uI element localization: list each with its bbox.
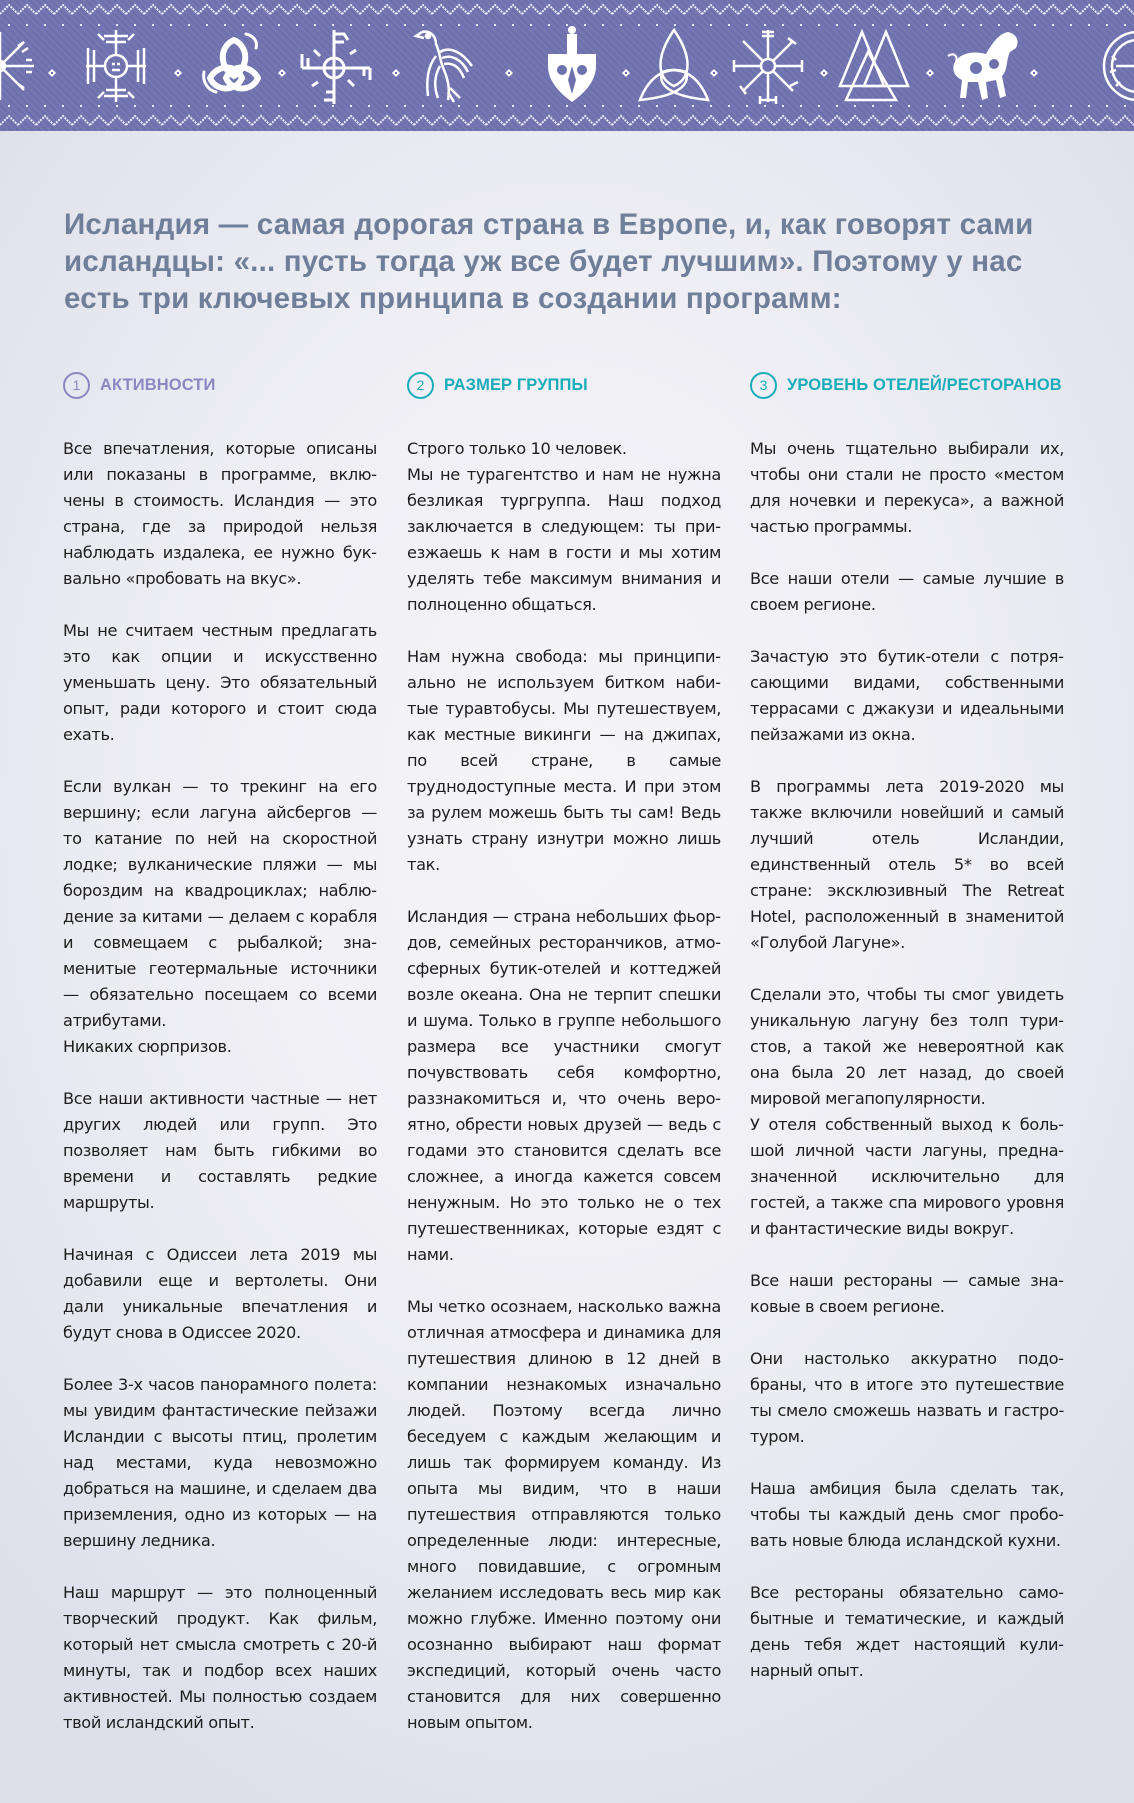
triquetra-icon [636,26,712,106]
diamond-separator-icon [278,62,286,70]
paragraph: Мы четко осознаем, насколько важна отличная атмосфера и динамика для путешествия длиною в 12 дней в компании незнакомых изначально людей. Поэтому всегда лично беседуем с каждым желающим и лишь так формируем команду. Из опыта мы видим, что в наши путешествия отправляются только определенные люди: интересные, много повидавшие, с огромным желанием исследовать весь мир как можно глубже. Именно поэтому они осознанно выбирают наш формат экспедиций, который очень часто становится для них совершенно новым опытом. [407,1297,721,1732]
column-header [407,370,721,400]
runic-circle-partial-icon [1100,26,1134,106]
diamond-separator-icon [820,62,828,70]
paragraph: Строго только 10 человек. [407,439,627,458]
paragraph: У отеля собственный выход к большой личной части лагуны, предназначенной исключительно для гостей, а также спа мирового уровня и фантастические виды вокруг. [750,1115,1064,1238]
paragraph: Мы не турагентство и нам не нужна безликая тургруппа. Наш подход заключается в следующем: ты приезжаешь к нам в гости и мы хотим уделять тебе максимум внимания и полноценно общаться. [407,465,721,614]
number-circle-icon: 3 [750,372,777,399]
column-header [750,370,1064,400]
vegvisir-compass-icon [730,26,806,106]
paragraph: Более 3-х часов панорамного полета: мы увидим фантастические пейзажи Исландии с высоты птиц, пролетим над местами, куда невозможно добраться на машине, и сделаем два приземления, одно из которых — на вершину ледника. [63,1375,377,1550]
paragraph: Если вулкан — то трекинг на его вершину; если лагуна айсбергов — то катание по ней на скоростной лодке; вулканические пляжи — мы бороздим на квадроциклах; наблюдение за китами — делаем с корабля и совмещаем с рыбалкой; знаменитые геотермальные источники — обязательно посещаем со всеми атрибутами. [63,777,377,1030]
paragraph: Все рестораны обязательно самобытные и тематические, и каждый день тебя ждет настоящий кулинарный опыт. [750,1583,1064,1680]
paragraph: Зачастую это бутик-отели с потрясающими видами, собственными террасами с джакузи и идеальными пейзажами из окна. [750,647,1064,744]
diamond-separator-icon [1030,62,1038,70]
number-circle-icon: 2 [407,372,434,399]
paragraph: Наша амбиция была сделать так, чтобы ты каждый день смог пробовать новые блюда исландской кухни. [750,1479,1064,1550]
paragraph: Они настолько аккуратно подобраны, что в итоге это путешествие ты смело сможешь назвать и гастро-туром. [750,1349,1064,1446]
vegvisir-partial-icon [0,26,38,106]
triple-horn-of-odin-icon [196,26,272,106]
principle-column-activities [63,370,377,1762]
principle-column-group-size [407,370,721,1762]
page-headline: Исландия — самая дорогая страна в Европе, и, как говорят сами исландцы: «... пусть тогда уж все будет лучшим». Поэтому у нас есть три ключевых принципа в создании программ: [64,208,1034,315]
mjolnir-hammer-icon [534,26,610,106]
runic-cross-icon [298,26,374,106]
column-title: АКТИВНОСТИ [100,375,216,394]
paragraph: Сделали это, чтобы ты смог увидеть уникальную лагуну без толп туристов, а такой же невероятной как она была 20 лет назад, до своей мировой мегапопулярности. [750,985,1064,1108]
dotted-row-bottom [0,103,1134,109]
principle-column-hotels-restaurants [750,370,1064,1710]
raven-icon [406,26,482,106]
diamond-separator-icon [174,62,182,70]
paragraph: Никаких сюрпризов. [63,1037,232,1056]
decorative-banner [0,0,1134,131]
diamond-separator-icon [926,62,934,70]
paragraph: Все наши активности частные — нет других людей или групп. Это позволяет нам быть гибкими во времени и составлять редкие маршруты. [63,1089,377,1212]
paragraph: Мы очень тщательно выбирали их, чтобы они стали не просто «местом для ночевки и перекуса», а важной частью программы. [750,439,1064,536]
paragraph: Мы не считаем честным предлагать это как опции и искусственно уменьшать цену. Это обязательный опыт, ради которого и стоит сюда ехать. [63,621,377,744]
diamond-separator-icon [392,62,400,70]
paragraph: Нам нужна свобода: мы принципиально не используем битком набитые туравтобусы. Мы путешествуем, как местные викинги — на джипах, по всей стране, в самые труднодоступные места. И при этом за рулем можешь быть ты сам! Ведь узнать страну изнутри можно лишь так. [407,647,721,874]
diamond-separator-icon [48,62,56,70]
column-title: РАЗМЕР ГРУППЫ [444,375,588,394]
paragraph: Все наши отели — самые лучшие в своем регионе. [750,569,1064,614]
number-circle-icon: 1 [63,372,90,399]
paragraph: Наш маршрут — это полноценный творческий продукт. Как фильм, который нет смысла смотреть с 20-й минуты, так и подбор всех наших активностей. Мы полностью создаем твой исландский опыт. [63,1583,377,1732]
zigzag-border-top [0,2,1134,18]
paragraph: Исландия — страна небольших фьордов, семейных ресторанчиков, атмосферных бутик-отелей и коттеджей возле океана. Она не терпит спешки и шума. Только в группе небольшого размера все участники смогут почувствовать себя комфортно, раззнакомиться и, что очень вероятно, обрести новых друзей — ведь с годами это становится сделать все сложнее, а иногда кажется совсем ненужным. Но это только не о тех путешественниках, которые ездят с нами. [407,907,721,1264]
diamond-separator-icon [710,62,718,70]
slavic-sun-rune-icon [78,26,154,106]
diamond-separator-icon [622,62,630,70]
sleipnir-horse-icon [946,26,1022,106]
zigzag-border-bottom [0,113,1134,129]
paragraph: Все наши рестораны — самые знаковые в своем регионе. [750,1271,1064,1316]
column-title: УРОВЕНЬ ОТЕЛЕЙ/РЕСТОРАНОВ [787,375,1062,394]
column-header [63,370,377,400]
paragraph: Начиная с Одиссеи лета 2019 мы добавили еще и вертолеты. Они дали уникальные впечатления и будут снова в Одиссее 2020. [63,1245,377,1342]
paragraph: В программы лета 2019-2020 мы также включили новейший и самый лучший отель Исландии, единственный отель 5* во всей стране: эксклюзивный The Retreat Hotel, расположенный в знаменитой «Голубой Лагуне». [750,777,1064,952]
valknut-icon [836,26,912,106]
paragraph: Все впечатления, которые описаны или показаны в программе, включены в стоимость. Исландия — это страна, где за природой нельзя наблюдать издалека, ее нужно буквально «пробовать на вкус». [63,439,377,588]
diamond-separator-icon [505,62,513,70]
